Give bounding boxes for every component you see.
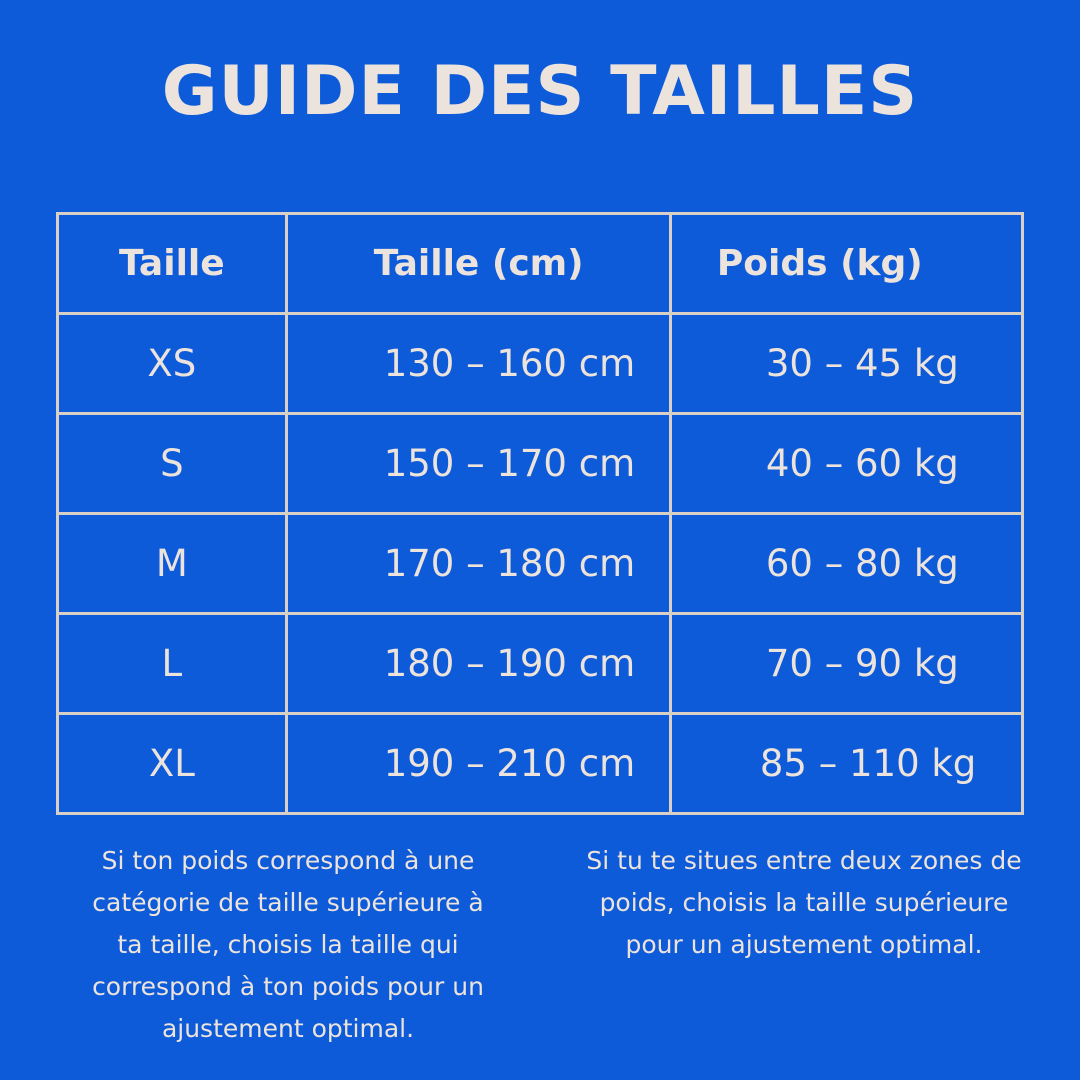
header-size: Taille — [58, 214, 287, 314]
note-left-line: ta taille, choisis la taille qui — [117, 930, 459, 959]
table-row — [58, 414, 1023, 514]
note-left-line: ajustement optimal. — [161, 1014, 415, 1043]
table-row — [58, 514, 1023, 614]
header-height: Taille (cm) — [286, 214, 670, 314]
height-cell: 180 – 190 cm — [286, 614, 670, 714]
height-cell: 150 – 170 cm — [286, 414, 670, 514]
size-cell: M — [58, 514, 287, 614]
table-row — [58, 614, 1023, 714]
weight-cell: 70 – 90 kg — [670, 614, 1022, 714]
table-row — [58, 314, 1023, 414]
note-right-line: pour un ajustement optimal. — [625, 930, 983, 959]
size-guide-table — [56, 212, 1024, 815]
height-cell: 130 – 160 cm — [286, 314, 670, 414]
page-title: GUIDE DES TAILLES — [161, 52, 919, 131]
table-row — [58, 714, 1023, 814]
header-weight: Poids (kg) — [670, 214, 1022, 314]
note-left-line: Si ton poids correspond à une — [101, 846, 475, 875]
note-right-line: poids, choisis la taille supérieure — [599, 888, 1009, 917]
table-header-row — [58, 214, 1023, 314]
size-cell: XS — [58, 314, 287, 414]
weight-cell: 85 – 110 kg — [670, 714, 1022, 814]
weight-cell: 40 – 60 kg — [670, 414, 1022, 514]
note-left-line: catégorie de taille supérieure à — [92, 888, 484, 917]
size-cell: XL — [58, 714, 287, 814]
note-left-line: correspond à ton poids pour un — [92, 972, 484, 1001]
weight-cell: 30 – 45 kg — [670, 314, 1022, 414]
weight-cell: 60 – 80 kg — [670, 514, 1022, 614]
height-cell: 190 – 210 cm — [286, 714, 670, 814]
size-cell: S — [58, 414, 287, 514]
note-left — [38, 840, 538, 1050]
note-right — [540, 840, 1068, 966]
note-right-line: Si tu te situes entre deux zones de — [586, 846, 1022, 875]
size-cell: L — [58, 614, 287, 714]
height-cell: 170 – 180 cm — [286, 514, 670, 614]
